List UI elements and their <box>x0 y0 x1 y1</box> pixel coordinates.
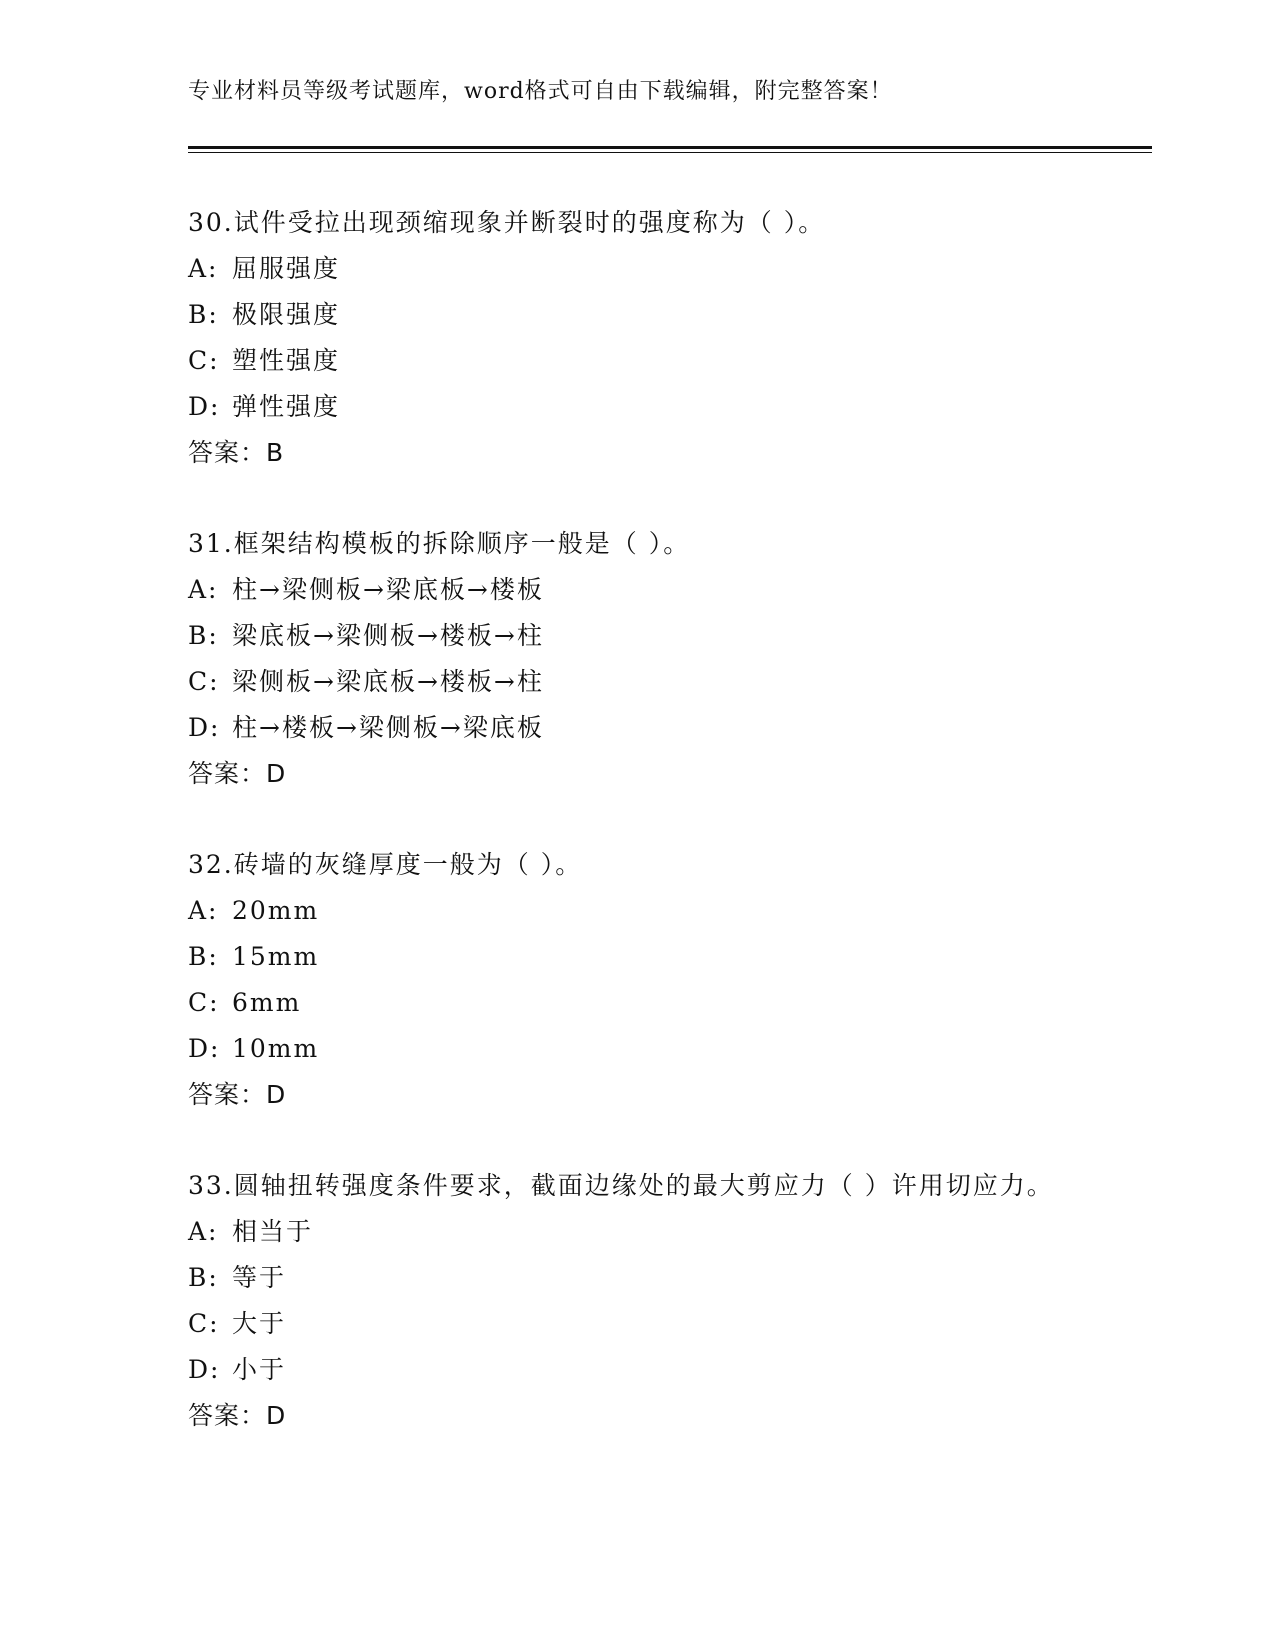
option-letter: C: <box>188 346 220 375</box>
option-letter: B: <box>188 300 219 329</box>
question-30 <box>188 200 1068 476</box>
option-text: 柱→楼板→梁侧板→梁底板 <box>232 713 544 742</box>
option-text: 塑性强度 <box>232 346 341 375</box>
option-a <box>188 567 1068 613</box>
question-number: 31. <box>188 529 234 558</box>
option-letter: D: <box>188 392 221 421</box>
option-c <box>188 659 1068 705</box>
option-text: 20mm <box>232 896 320 925</box>
question-stem <box>188 842 1068 888</box>
option-text: 梁侧板→梁底板→楼板→柱 <box>232 667 544 696</box>
option-b <box>188 934 1068 980</box>
option-text: 极限强度 <box>232 300 341 329</box>
option-b <box>188 613 1068 659</box>
question-list <box>188 200 1068 1484</box>
page-header: 专业材料员等级考试题库，word格式可自由下载编辑，附完整答案！ <box>188 79 893 104</box>
option-text: 等于 <box>232 1263 287 1292</box>
answer: 答案：D <box>188 759 287 788</box>
option-c <box>188 1301 1068 1347</box>
option-letter: A: <box>188 575 219 604</box>
question-text: 砖墙的灰缝厚度一般为（ ）。 <box>233 850 583 879</box>
option-d <box>188 705 1068 751</box>
answer: 答案：D <box>188 1080 287 1109</box>
question-stem <box>188 1163 1068 1209</box>
option-text: 10mm <box>232 1034 320 1063</box>
header-divider-thick <box>188 146 1152 149</box>
option-b <box>188 1255 1068 1301</box>
question-number: 30. <box>188 208 234 237</box>
option-letter: B: <box>188 942 219 971</box>
question-stem <box>188 200 1068 246</box>
option-text: 6mm <box>232 988 302 1017</box>
question-number: 33. <box>188 1171 234 1200</box>
question-33 <box>188 1163 1068 1439</box>
question-31 <box>188 521 1068 797</box>
option-letter: C: <box>188 667 220 696</box>
question-text: 试件受拉出现颈缩现象并断裂时的强度称为（ ）。 <box>233 208 826 237</box>
option-d <box>188 1347 1068 1393</box>
question-text: 框架结构模板的拆除顺序一般是（ ）。 <box>233 529 691 558</box>
option-c <box>188 980 1068 1026</box>
option-letter: B: <box>188 1263 219 1292</box>
option-b <box>188 292 1068 338</box>
option-letter: B: <box>188 621 219 650</box>
option-text: 小于 <box>232 1355 287 1384</box>
question-text: 圆轴扭转强度条件要求，截面边缘处的最大剪应力（ ）许用切应力。 <box>233 1171 1054 1200</box>
option-letter: A: <box>188 1217 219 1246</box>
option-a <box>188 1209 1068 1255</box>
option-text: 柱→梁侧板→梁底板→楼板 <box>232 575 544 604</box>
answer: 答案：B <box>188 438 285 467</box>
option-text: 屈服强度 <box>232 254 341 283</box>
option-text: 大于 <box>232 1309 287 1338</box>
option-letter: C: <box>188 988 220 1017</box>
answer: 答案：D <box>188 1401 287 1430</box>
option-a <box>188 888 1068 934</box>
header-divider-thin <box>188 152 1152 153</box>
option-d <box>188 384 1068 430</box>
question-stem <box>188 521 1068 567</box>
option-text: 弹性强度 <box>232 392 341 421</box>
option-letter: D: <box>188 713 221 742</box>
option-letter: C: <box>188 1309 220 1338</box>
option-letter: A: <box>188 896 219 925</box>
option-letter: D: <box>188 1355 221 1384</box>
option-c <box>188 338 1068 384</box>
option-a <box>188 246 1068 292</box>
option-letter: D: <box>188 1034 221 1063</box>
option-letter: A: <box>188 254 219 283</box>
question-32 <box>188 842 1068 1118</box>
option-d <box>188 1026 1068 1072</box>
option-text: 15mm <box>232 942 320 971</box>
option-text: 相当于 <box>232 1217 314 1246</box>
option-text: 梁底板→梁侧板→楼板→柱 <box>232 621 544 650</box>
question-number: 32. <box>188 850 234 879</box>
